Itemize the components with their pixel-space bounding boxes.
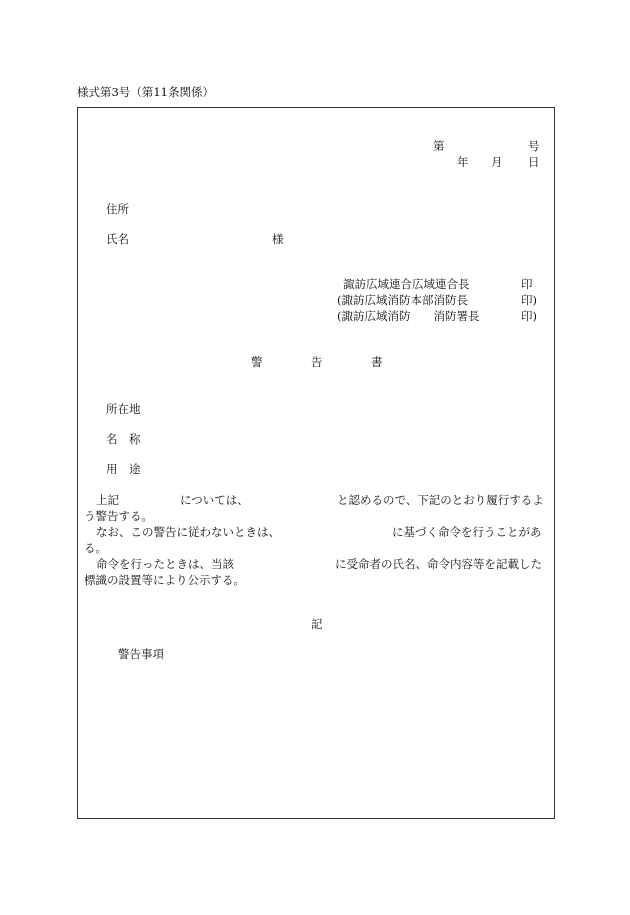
body-p1-a: 上記 xyxy=(96,493,119,507)
name-label: 氏名 xyxy=(106,232,129,246)
honorific-sama: 様 xyxy=(272,232,284,246)
date-day: 日 xyxy=(528,155,540,169)
issuer-title-2: (諏訪広域消防本部消防長 xyxy=(337,293,468,307)
property-name-label: 名 称 xyxy=(106,432,141,446)
body-p3-a: 命令を行ったときは、当該 xyxy=(96,557,234,571)
ki-label: 記 xyxy=(311,617,323,631)
body-p1-b: については、 xyxy=(180,493,249,507)
warning-items-label: 警告事項 xyxy=(118,647,164,661)
body-p3-c: 標識の設置等により公示する。 xyxy=(84,573,245,587)
issuer-seal-1: 印 xyxy=(521,277,533,291)
issuer-seal-2: 印) xyxy=(521,293,537,307)
address-label: 住所 xyxy=(106,202,129,216)
doc-number-dai: 第 xyxy=(433,139,445,153)
body-p3-b: に受命者の氏名、命令内容等を記載した xyxy=(335,557,542,571)
location-label: 所在地 xyxy=(106,402,141,416)
form-number-header: 様式第3号（第11条関係） xyxy=(77,85,214,99)
body-p2-b: に基づく命令を行うことがあ xyxy=(392,525,542,539)
date-year: 年 xyxy=(457,155,469,169)
issuer-title-3: (諏訪広域消防 消防署長 xyxy=(337,309,480,323)
doc-title-char-2: 告 xyxy=(311,355,323,369)
doc-title-char-3: 書 xyxy=(371,355,383,369)
issuer-title-1: 諏訪広域連合広域連合長 xyxy=(343,277,470,291)
body-p1-c: と認めるので、下記のとおり履行するよ xyxy=(337,493,544,507)
use-label: 用 途 xyxy=(106,462,141,476)
doc-title-char-1: 警 xyxy=(251,355,263,369)
doc-number-go: 号 xyxy=(528,139,540,153)
body-p2-c: る。 xyxy=(84,541,107,555)
body-p2-a: なお、この警告に従わないときは、 xyxy=(96,525,280,539)
body-p1-d: う警告する。 xyxy=(84,509,153,523)
date-month: 月 xyxy=(491,155,503,169)
form-frame xyxy=(77,107,555,819)
issuer-seal-3: 印) xyxy=(521,309,537,323)
